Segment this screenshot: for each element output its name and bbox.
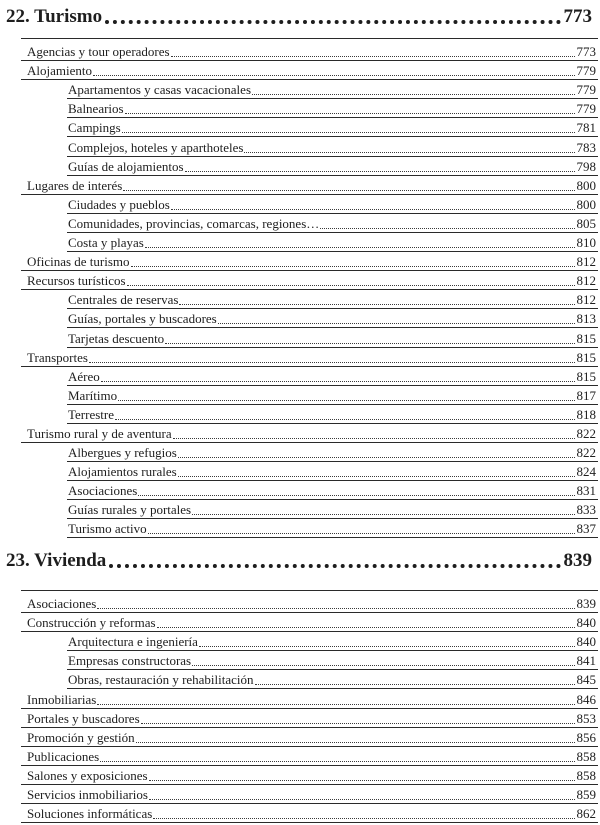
toc-entry-label: Asociaciones xyxy=(68,483,138,499)
toc-entry-page-number: 779 xyxy=(576,82,596,98)
toc-entry[interactable] xyxy=(21,613,598,632)
toc-entry-page-number: 818 xyxy=(576,406,596,422)
leader-dots xyxy=(89,362,575,363)
toc-entry-page-number: 822 xyxy=(576,425,596,441)
leader-dots xyxy=(97,608,574,609)
toc-entry-page-number: 779 xyxy=(576,63,596,79)
toc-entry-label: Servicios inmobiliarios xyxy=(27,787,148,803)
leader-dots xyxy=(141,723,575,724)
toc-subentry[interactable] xyxy=(67,195,598,214)
toc-entry-label: Empresas constructoras xyxy=(68,653,192,669)
leader-dots xyxy=(244,152,574,153)
toc-entry[interactable] xyxy=(21,785,598,804)
leader-dots xyxy=(148,533,575,534)
toc-entry[interactable] xyxy=(21,424,598,443)
toc-entry-page-number: 856 xyxy=(576,729,596,745)
toc-entry-label: Recursos turísticos xyxy=(27,273,126,289)
toc-entry-label: Balnearios xyxy=(68,101,124,117)
toc-subentry[interactable] xyxy=(67,99,598,118)
toc-entry-label: Guías, portales y buscadores xyxy=(68,311,217,327)
toc-entry-page-number: 815 xyxy=(576,349,596,365)
leader-dots xyxy=(115,419,574,420)
toc-entry-page-number: 853 xyxy=(576,710,596,726)
toc-subentry[interactable] xyxy=(67,290,598,309)
toc-entry-page-number: 841 xyxy=(576,653,596,669)
leader-dots xyxy=(149,799,575,800)
toc-entry-page-number: 859 xyxy=(576,787,596,803)
leader-dots xyxy=(157,627,575,628)
toc-entry-page-number: 840 xyxy=(576,634,596,650)
toc-entry-page-number: 812 xyxy=(576,273,596,289)
leader-dots xyxy=(255,684,575,685)
toc-entry-label: Oficinas de turismo xyxy=(27,254,130,270)
toc-subentry[interactable] xyxy=(67,80,598,99)
section-title-turismo[interactable] xyxy=(6,6,592,28)
toc-subentry[interactable] xyxy=(67,519,598,538)
leader-dots xyxy=(105,20,560,24)
toc-entry-page-number: 831 xyxy=(576,483,596,499)
toc-list-vivienda xyxy=(21,594,598,823)
toc-entry[interactable] xyxy=(21,271,598,290)
toc-entry[interactable] xyxy=(21,689,598,708)
section-divider xyxy=(21,38,598,39)
toc-entry-page-number: 837 xyxy=(576,521,596,537)
toc-subentry[interactable] xyxy=(67,651,598,670)
toc-entry-page-number: 817 xyxy=(576,387,596,403)
leader-dots xyxy=(171,56,575,57)
toc-entry-page-number: 783 xyxy=(576,139,596,155)
toc-entry-label: Publicaciones xyxy=(27,748,100,764)
toc-entry[interactable] xyxy=(21,766,598,785)
toc-entry-label: Alojamientos rurales xyxy=(68,464,177,480)
toc-entry[interactable] xyxy=(21,728,598,747)
toc-entry-label: Guías rurales y portales xyxy=(68,502,192,518)
leader-dots xyxy=(138,495,574,496)
toc-entry-label: Promoción y gestión xyxy=(27,729,135,745)
leader-dots xyxy=(199,646,575,647)
toc-entry-label: Apartamentos y casas vacacionales xyxy=(68,82,252,98)
toc-entry-label: Centrales de reservas xyxy=(68,292,179,308)
toc-entry-label: Portales y buscadores xyxy=(27,710,140,726)
toc-entry-label: Inmobiliarias xyxy=(27,691,97,707)
toc-entry[interactable] xyxy=(21,747,598,766)
section-title-label: 23. Vivienda xyxy=(6,550,107,571)
section-page-number: 839 xyxy=(563,550,592,571)
toc-entry-page-number: 846 xyxy=(576,691,596,707)
leader-dots xyxy=(136,742,575,743)
toc-subentry[interactable] xyxy=(67,405,598,424)
toc-entry-label: Asociaciones xyxy=(27,596,97,612)
section-page-number: 773 xyxy=(563,6,592,27)
leader-dots xyxy=(252,94,574,95)
toc-subentry[interactable] xyxy=(67,157,598,176)
toc-entry-label: Campings xyxy=(68,120,121,136)
toc-entry-label: Arquitectura e ingeniería xyxy=(68,634,198,650)
toc-entry[interactable] xyxy=(21,252,598,271)
leader-dots xyxy=(320,228,574,229)
toc-entry-label: Alojamiento xyxy=(27,63,92,79)
leader-dots xyxy=(100,761,574,762)
section-title-label: 22. Turismo xyxy=(6,6,103,27)
leader-dots xyxy=(185,171,575,172)
toc-entry-page-number: 839 xyxy=(576,596,596,612)
leader-dots xyxy=(145,247,575,248)
leader-dots xyxy=(173,438,575,439)
toc-entry-label: Guías de alojamientos xyxy=(68,158,184,174)
toc-entry-page-number: 822 xyxy=(576,445,596,461)
leader-dots xyxy=(97,704,574,705)
toc-entry-page-number: 858 xyxy=(576,767,596,783)
leader-dots xyxy=(131,266,575,267)
toc-subentry[interactable] xyxy=(67,309,598,328)
toc-subentry[interactable] xyxy=(67,367,598,386)
toc-entry-label: Lugares de interés xyxy=(27,177,123,193)
leader-dots xyxy=(125,113,575,114)
toc-entry-label: Tarjetas descuento xyxy=(68,330,165,346)
section-title-vivienda[interactable] xyxy=(6,550,592,572)
toc-entry-page-number: 800 xyxy=(576,177,596,193)
toc-entry-page-number: 800 xyxy=(576,196,596,212)
toc-entry-label: Complejos, hoteles y aparthoteles xyxy=(68,139,244,155)
leader-dots xyxy=(93,75,575,76)
leader-dots xyxy=(149,780,575,781)
leader-dots xyxy=(171,209,575,210)
toc-entry-label: Marítimo xyxy=(68,387,118,403)
leader-dots xyxy=(123,190,574,191)
toc-entry-page-number: 833 xyxy=(576,502,596,518)
leader-dots xyxy=(192,514,574,515)
toc-entry-page-number: 815 xyxy=(576,368,596,384)
toc-entry[interactable] xyxy=(21,594,598,613)
leader-dots xyxy=(178,457,575,458)
toc-subentry[interactable] xyxy=(67,137,598,156)
toc-entry-page-number: 810 xyxy=(576,235,596,251)
toc-entry[interactable] xyxy=(21,804,598,823)
toc-entry[interactable] xyxy=(21,61,598,80)
leader-dots xyxy=(127,285,575,286)
toc-entry[interactable] xyxy=(21,176,598,195)
leader-dots xyxy=(109,564,560,568)
toc-list-turismo xyxy=(21,42,598,538)
toc-subentry[interactable] xyxy=(67,481,598,500)
toc-subentry[interactable] xyxy=(67,328,598,347)
toc-entry-page-number: 773 xyxy=(576,44,596,60)
toc-entry-page-number: 798 xyxy=(576,158,596,174)
toc-entry-label: Salones y exposiciones xyxy=(27,767,148,783)
toc-subentry[interactable] xyxy=(67,443,598,462)
toc-entry-label: Construcción y reformas xyxy=(27,615,156,631)
section-divider xyxy=(21,590,598,591)
toc-entry-label: Transportes xyxy=(27,349,88,365)
toc-entry-label: Turismo activo xyxy=(68,521,147,537)
toc-subentry[interactable] xyxy=(67,118,598,137)
toc-entry-page-number: 779 xyxy=(576,101,596,117)
leader-dots xyxy=(153,818,574,819)
toc-subentry[interactable] xyxy=(67,670,598,689)
toc-entry-label: Comunidades, provincias, comarcas, regiones… xyxy=(68,215,320,231)
toc-entry-label: Aéreo xyxy=(68,368,100,384)
toc-entry-page-number: 824 xyxy=(576,464,596,480)
toc-entry[interactable] xyxy=(21,42,598,61)
toc-subentry[interactable] xyxy=(67,632,598,651)
leader-dots xyxy=(165,343,574,344)
toc-entry-page-number: 812 xyxy=(576,292,596,308)
toc-subentry[interactable] xyxy=(67,233,598,252)
leader-dots xyxy=(192,665,574,666)
leader-dots xyxy=(218,323,575,324)
leader-dots xyxy=(122,132,575,133)
toc-entry-label: Albergues y refugios xyxy=(68,445,177,461)
toc-entry-label: Soluciones informáticas xyxy=(27,806,153,822)
toc-entry[interactable] xyxy=(21,709,598,728)
toc-entry-page-number: 815 xyxy=(576,330,596,346)
toc-entry-label: Turismo rural y de aventura xyxy=(27,425,172,441)
toc-subentry[interactable] xyxy=(67,500,598,519)
toc-entry-page-number: 805 xyxy=(576,215,596,231)
toc-entry-page-number: 858 xyxy=(576,748,596,764)
toc-entry-label: Costa y playas xyxy=(68,235,144,251)
toc-subentry[interactable] xyxy=(67,462,598,481)
toc-entry-label: Ciudades y pueblos xyxy=(68,196,170,212)
toc-entry-page-number: 840 xyxy=(576,615,596,631)
toc-subentry[interactable] xyxy=(67,214,598,233)
toc-entry-label: Terrestre xyxy=(68,406,115,422)
toc-entry-page-number: 845 xyxy=(576,672,596,688)
toc-entry-page-number: 812 xyxy=(576,254,596,270)
leader-dots xyxy=(178,476,575,477)
toc-subentry[interactable] xyxy=(67,386,598,405)
toc-entry-page-number: 862 xyxy=(576,806,596,822)
leader-dots xyxy=(179,304,574,305)
toc-entry-label: Obras, restauración y rehabilitación xyxy=(68,672,254,688)
toc-entry[interactable] xyxy=(21,348,598,367)
leader-dots xyxy=(118,400,574,401)
toc-entry-label: Agencias y tour operadores xyxy=(27,44,170,60)
toc-entry-page-number: 781 xyxy=(576,120,596,136)
leader-dots xyxy=(101,381,575,382)
toc-entry-page-number: 813 xyxy=(576,311,596,327)
